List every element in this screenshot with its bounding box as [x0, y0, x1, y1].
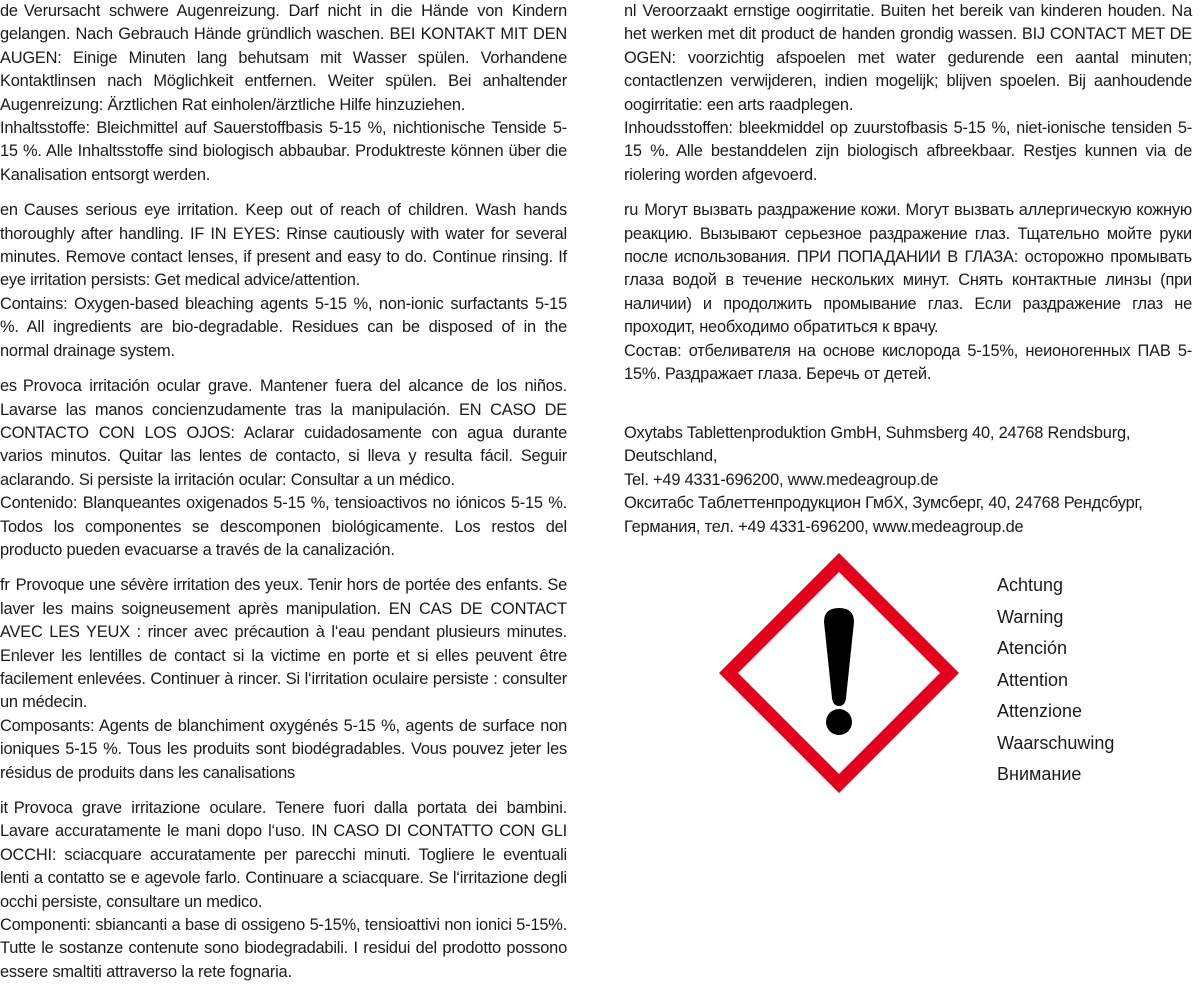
- section-en: [0, 199, 567, 363]
- lang-code: de: [0, 2, 18, 20]
- contents-label: Inhaltsstoffe:: [0, 119, 90, 138]
- contents-text: Blanqueantes oxigenados 5-15 %, tensioactivos no iónicos 5-15 %. Todos los componentes se descomponen biológicamente. Los restos del producto pueden evacuarse a través de la canalización.: [0, 494, 568, 559]
- lang-code: nl: [624, 2, 637, 20]
- contents-label: Componenti:: [0, 916, 91, 935]
- contents-label: Состав:: [624, 341, 682, 360]
- signal-word-nl: Waarschuwing: [997, 732, 1115, 753]
- safety-text: Verursacht schwere Augenreizung. Darf nicht in die Hände von Kindern gelangen. Nach Gebrauch Hände gründlich waschen. BEI KONTAKT MIT DEN AUGEN: Einige Minuten lang behutsam mit Wasser spülen. Vorhandene Kontaktlinsen nach Möglichkeit entfernen. Weiter spülen. Bei anhaltender Augenreizung: Ärztlichen Rat einholen/ärztliche Hilfe hinzuziehen.: [0, 2, 567, 114]
- safety-text: Veroorzaakt ernstige oogirritatie. Buiten het bereik van kinderen houden. Na het werken met dit product de handen grondig wassen. BIJ CONTACT MET DE OGEN: voorzichtig afspoelen met water gedurende een aantal minuten; contactlenzen verwijderen, indien mogelijk; blijven spoelen. Bij aanhoudende oogirritatie: een arts raadplegen.: [624, 2, 1192, 114]
- safety-text: Могут вызвать раздражение кожи. Могут вызвать аллергическую кожную реакцию. Вызывают серьезное раздражение глаз. Тщательно мойте руки после использования. ПРИ ПОПАДАНИИ В ГЛАЗА: осторожно промывать глаза водой в течение нескольких минут. Снять контактные линзы (при наличии) и продолжить промывание глаз. Если раздражение глаз не проходит, необходимо обратиться к врачу.: [624, 201, 1192, 337]
- contents-label: Contains:: [0, 294, 68, 313]
- section-nl: [624, 0, 1192, 187]
- right-column: [624, 0, 1192, 387]
- signal-word-ru: Внимание: [997, 764, 1082, 784]
- contents-label: Composants:: [0, 716, 95, 735]
- safety-text: Causes serious eye irritation. Keep out of reach of children. Wash hands thoroughly after handling. IF IN EYES: Rinse cautiously with water for several minutes. Remove contact lenses, if present and easy to do. Continue rinsing. If eye irritation persists: Get medical advice/attention.: [0, 201, 567, 290]
- lang-code: ru: [624, 201, 639, 220]
- contents-text: отбеливателя на основе кислорода 5-15%, неионогенных ПАВ 5-15%. Раздражает глаза. Беречь от детей.: [624, 341, 1192, 384]
- signal-word-de: Achtung: [997, 575, 1064, 595]
- section-de: [0, 0, 567, 187]
- signal-words: [997, 570, 1114, 791]
- exclamation-dot: [826, 709, 852, 735]
- lang-code: it: [0, 799, 8, 817]
- company-address-de: Oxytabs Tablettenproduktion GmbH, Suhmsberg 40, 24768 Rendsburg, Deutschland,: [624, 424, 1131, 466]
- safety-text: Provoca grave irritazione oculare. Tenere fuori dalla portata dei bambini. Lavare accuratamente le mani dopo l‘uso. IN CASO DI CONTATTO CON GLI OCCHI: sciacquare accuratamente per parecchi minuti. Togliere le eventuali lenti a contatto se e agevole farlo. Continuare a sciacquare. Se l‘irritazione degli occhi persiste, consultare un medico.: [0, 799, 567, 911]
- left-column: [0, 0, 567, 984]
- lang-code: en: [0, 201, 18, 220]
- section-es: [0, 375, 567, 562]
- contents-label: Contenido:: [0, 494, 78, 513]
- contents-label: Inhoudsstoffen:: [624, 119, 733, 138]
- section-it: [0, 797, 567, 984]
- company-contact-ru: Германия, тел. +49 4331-696200, www.medeagroup.de: [624, 517, 1024, 536]
- company-address-ru: Окситабс Таблеттенпродукцион ГмбХ, Зумсберг, 40, 24768 Рендсбург,: [624, 494, 1143, 513]
- lang-code: fr: [0, 576, 10, 595]
- lang-code: es: [0, 377, 17, 396]
- signal-word-en: Warning: [997, 606, 1064, 627]
- manufacturer-info: [624, 422, 1192, 539]
- contents-text: Bleichmittel auf Sauerstoffbasis 5-15 %, nichtionische Tenside 5-15 %. Alle Inhaltsstoffe sind biologisch abbaubar. Produktreste können über die Kanalisation entsorgt werden.: [0, 119, 568, 184]
- contents-text: sbiancanti a base di ossigeno 5-15%, tensioattivi non ionici 5-15%. Tutte le sostanze contenute sono biodegradabili. I residui del prodotto possono essere smaltiti attraverso la rete fognaria.: [0, 916, 568, 981]
- contents-text: Agents de blanchiment oxygénés 5-15 %, agents de surface non ioniques 5-15 %. Tous les produits sont biodégradables. Vous pouvez jeter les résidus de produits dans les canalisations: [0, 716, 567, 782]
- signal-word-it: Attenzione: [997, 701, 1083, 721]
- contents-text: bleekmiddel op zuurstofbasis 5-15 %, niet-ionische tensiden 5-15 %. Alle bestanddelen zijn biologisch afbreekbaar. Restjes kunnen via de riolering worden afgevoerd.: [624, 119, 1192, 184]
- section-ru: [624, 199, 1192, 386]
- section-fr: [0, 574, 567, 785]
- company-contact-de: Tel. +49 4331-696200, www.medeagroup.de: [624, 470, 939, 489]
- contents-text: Oxygen-based bleaching agents 5-15 %, non-ionic surfactants 5-15 %. All ingredients are bio-degradable. Residues can be disposed of in the normal drainage system.: [0, 294, 567, 360]
- safety-text: Provoque une sévère irritation des yeux. Tenir hors de portée des enfants. Se laver les mains soigneusement après manipulation. EN CAS DE CONTACT AVEC LES YEUX : rincer avec précaution à l‘eau pendant plusieurs minutes. Enlever les lentilles de contact si la victime en porte et si elles peuvent être facilement enlevées. Continuer à rincer. Si l‘irritation oculaire persiste : consulter un médecin.: [0, 576, 567, 712]
- signal-word-fr: Attention: [997, 669, 1069, 690]
- exclamation-mark-hazard-icon: [716, 550, 962, 796]
- safety-text: Provoca irritación ocular grave. Mantener fuera del alcance de los niños. Lavarse las manos concienzudamente tras la manipulación. EN CASO DE CONTACTO CON LOS OJOS: Aclarar cuidadosamente con agua durante varios minutos. Quitar las lentes de contacto, si lleva y resulta fácil. Seguir aclarando. Si persiste la irritación ocular: Consultar a un médico.: [0, 377, 567, 489]
- signal-word-es: Atención: [997, 638, 1068, 658]
